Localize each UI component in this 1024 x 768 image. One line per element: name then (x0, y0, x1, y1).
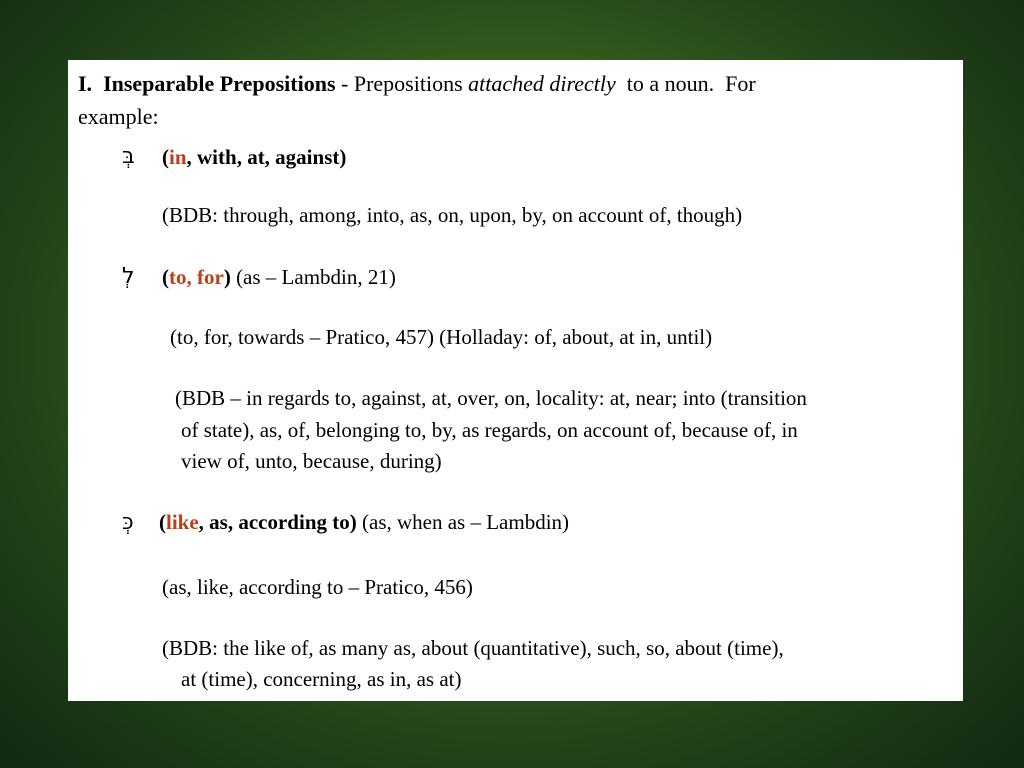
kaph-pratico: (as, like, according to – Pratico, 456) (162, 575, 473, 599)
heading-number: I. (78, 71, 93, 96)
kaph-bdb-2: at (time), concerning, as in, as at) (181, 667, 462, 691)
lamed-gloss: (to, for) (as – Lambdin, 21) (162, 265, 396, 289)
hebrew-beth: בְּ (122, 144, 135, 169)
heading-continuation: example: (78, 104, 159, 129)
heading-rest: to a noun. For (615, 71, 756, 96)
beth-bdb: (BDB: through, among, into, as, on, upon, by, on account of, though) (162, 203, 743, 227)
lamed-bdb-2: of state), as, of, belonging to, by, as regards, on account of, because of, in (181, 418, 798, 442)
lamed-highlight: to, for (169, 265, 224, 289)
lamed-bdb-1: (BDB – in regards to, against, at, over, on, locality: at, near; into (transition (175, 386, 807, 410)
kaph-gloss: (like, as, according to) (as, when as – Lambdin) (159, 510, 570, 534)
beth-highlight: in (169, 145, 187, 169)
beth-gloss: (in, with, at, against) (162, 145, 347, 169)
hebrew-kaph: כְּ (122, 510, 134, 535)
section-heading (78, 71, 756, 97)
kaph-bdb-1: (BDB: the like of, as many as, about (quantitative), such, so, about (time), (162, 636, 784, 660)
lamed-pratico: (to, for, towards – Pratico, 457) (Holladay: of, about, at in, until) (170, 325, 713, 349)
kaph-highlight: like (166, 510, 199, 534)
heading-title: Inseparable Prepositions (103, 71, 336, 96)
lamed-bdb-3: view of, unto, because, during) (181, 449, 442, 473)
hebrew-lamed: לְ (122, 264, 135, 289)
heading-intro: - Prepositions (335, 71, 469, 96)
content-panel (68, 60, 963, 701)
heading-italic: attached directly (468, 71, 616, 96)
